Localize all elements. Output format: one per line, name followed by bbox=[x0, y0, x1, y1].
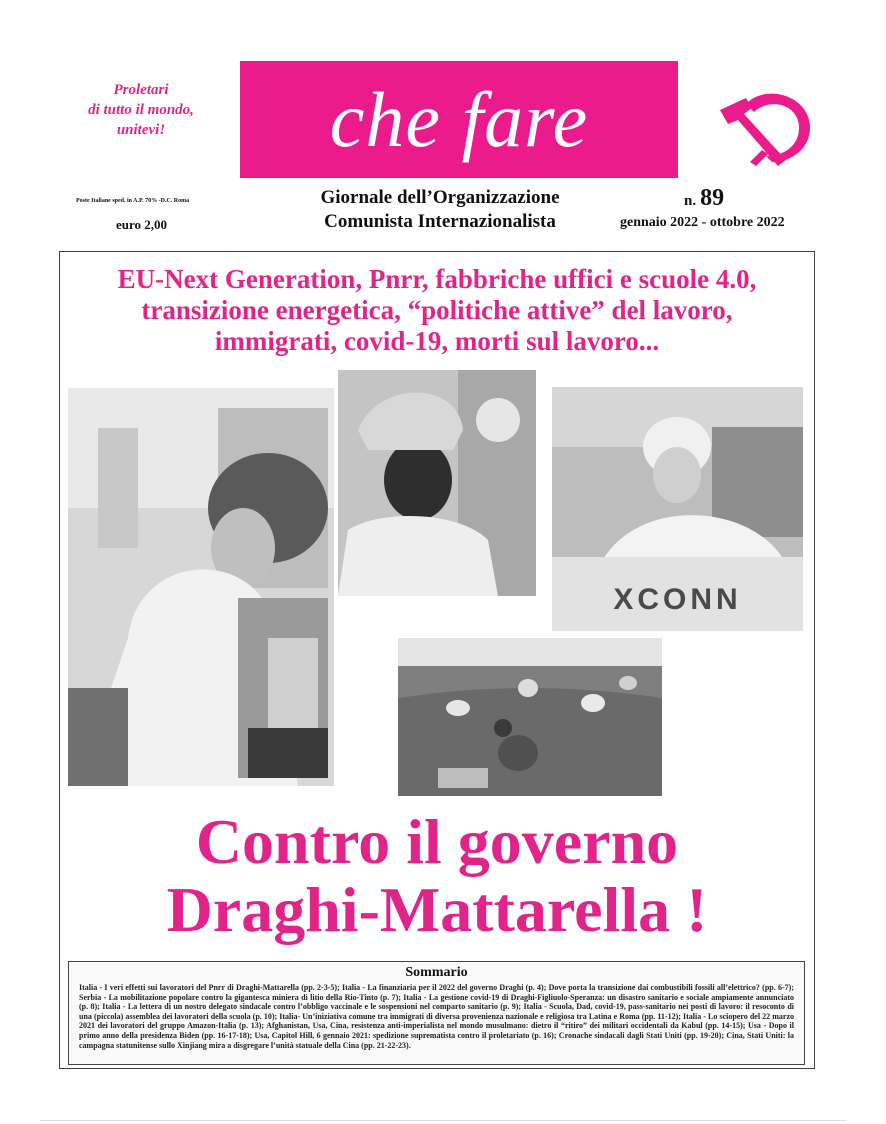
photo-factory-worker-woman bbox=[68, 388, 334, 786]
page-divider bbox=[40, 1120, 846, 1121]
headline-line-1: EU-Next Generation, Pnrr, fabbriche uffici e scuole 4.0, bbox=[117, 264, 757, 294]
postal-note: Poste Italiane sped. in A.P. 70% -D.C. Roma bbox=[76, 198, 190, 204]
summary-box bbox=[68, 961, 805, 1065]
summary-title: Sommario bbox=[405, 965, 468, 980]
motto-line-1: Proletari bbox=[113, 82, 169, 98]
issue-number bbox=[684, 185, 724, 212]
subtitle-line-1: Giornale dell’Organizzazione bbox=[320, 187, 560, 208]
price: euro 2,00 bbox=[116, 217, 168, 232]
issue-number-value: 89 bbox=[700, 185, 725, 211]
main-title-line-1: Contro il governo bbox=[195, 806, 679, 877]
summary-text: Italia - I veri effetti sui lavoratori del Pnrr di Draghi-Mattarella (pp. 2-3-5); Italia - La finanziaria per il 2022 del governo Draghi (p. 4); Dove porta la transizione dai combustibili fossili all’elettrico? (pp. 6-7); Serbia - La mobilitazione popolare contro la gigantesca miniera di litio della Rio-Tinto (p. 7); Italia - La gestione covid-19 di Draghi-Figliuolo-Speranza: un disastro sanitario e sociale ampiamente annunciato (p. 8); Italia - La lettera di un nostro delegato sindacale contro l’obbligo vaccinale e le sospensioni nel comparto sanitario (p. 9); Italia - Scuola, Dad, covid-19, pass-sanitario nei posti di lavoro: il resoconto di una (piccola) assemblea dei lavoratori della scuola (p. 10); Italia- Un’iniziativa comune tra immigrati di diversa provenienza nazionale e religiosa tra Latina e Roma (pp. 11-12); Italia - Lo sciopero del 22 marzo 2021 dei lavoratori del gruppo Amazon-Italia (p. 13); Afghanistan, Usa, Cina, resistenza anti-imperialista nel mondo musulmano: dietro il “ritiro” dei militari occidentali da Kabul (pp. 14-15); Usa - Dopo il primo anno della presidenza Biden (pp. 16-17-18); Usa, Capitol Hill, 6 gennaio 2021: spedizione suprematista contro il proletariato (p. 16); Cronache sindacali dagli Stati Uniti (pp. 19-20); Cina, Stati Uniti: la campagna statunitense sullo Xinjiang mira a disgregare l’unità statuale della Cina (pp. 21-22-23). bbox=[79, 983, 794, 1050]
cover-headline bbox=[62, 264, 812, 357]
newspaper-subtitle bbox=[272, 186, 608, 234]
newspaper-title: che fare bbox=[329, 75, 589, 163]
factory-logo: XCONN bbox=[613, 583, 742, 616]
photo-welder bbox=[338, 370, 536, 596]
motto-line-2: di tutto il mondo, bbox=[88, 102, 194, 118]
photo-field-workers bbox=[398, 638, 662, 796]
issue-date: gennaio 2022 - ottobre 2022 bbox=[620, 215, 785, 230]
masthead-banner bbox=[240, 61, 678, 178]
headline-line-2: transizione energetica, “politiche attive” del lavoro, bbox=[141, 295, 733, 325]
motto-line-3: unitevi! bbox=[116, 122, 166, 138]
hammer-and-sickle-icon bbox=[716, 86, 818, 170]
headline-line-3: immigrati, covid-19, morti sul lavoro... bbox=[214, 326, 660, 356]
main-title-line-2: Draghi-Mattarella ! bbox=[166, 874, 708, 945]
subtitle-line-2: Comunista Internazionalista bbox=[324, 211, 556, 232]
main-title bbox=[62, 808, 812, 944]
issue-prefix: n. bbox=[684, 193, 697, 209]
motto bbox=[60, 80, 222, 140]
photo-electronics-worker bbox=[552, 387, 803, 631]
